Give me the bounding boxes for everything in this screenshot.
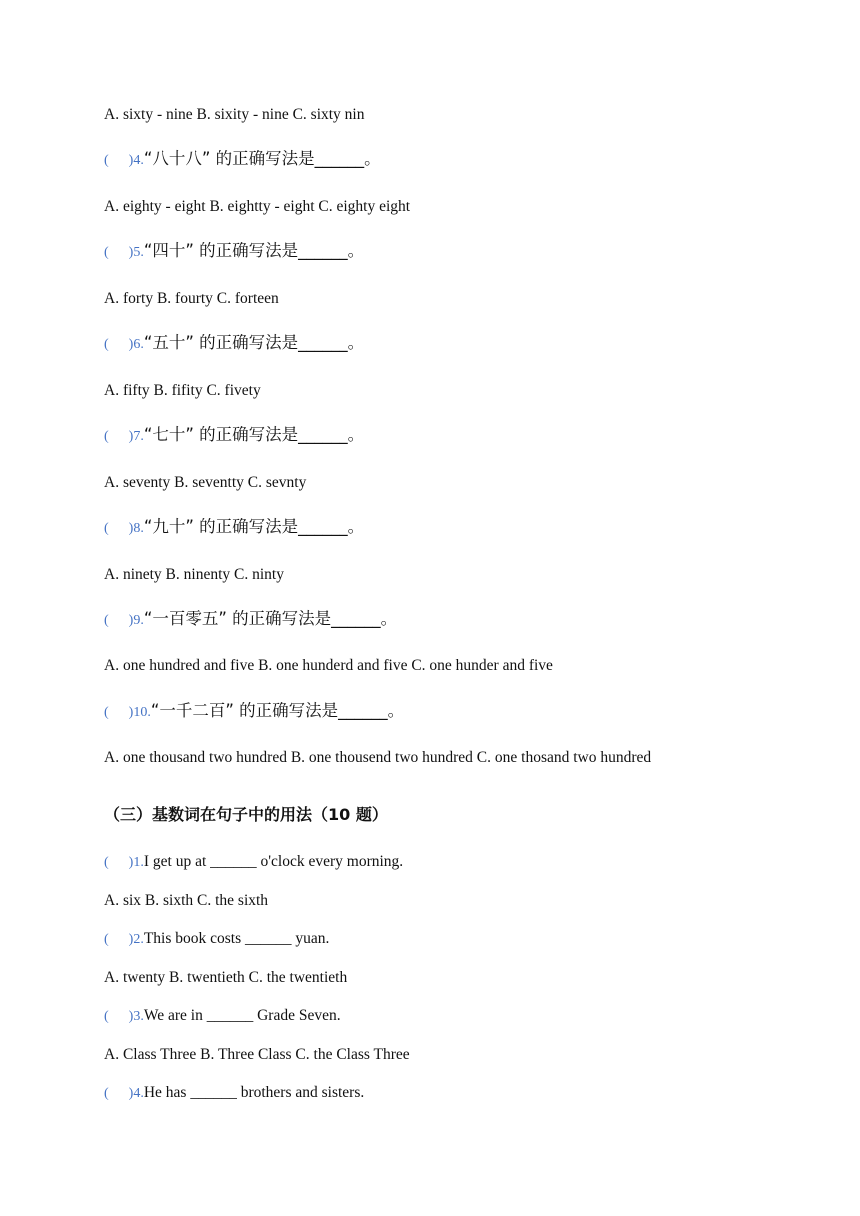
question-text: I get up at ______ o'clock every morning.	[143, 853, 404, 870]
answer-blank-close: )	[128, 429, 134, 444]
answer-blank-open: (	[104, 521, 109, 536]
answer-blank-open: (	[104, 1009, 109, 1024]
answer-blank-open: (	[104, 855, 109, 870]
question-item	[104, 517, 364, 539]
answer-blank-close: )	[128, 337, 134, 352]
question-text: “四十” 的正确写法是______。	[143, 241, 365, 260]
question-item	[104, 241, 364, 263]
question-item	[104, 852, 403, 873]
question-text: “一百零五” 的正确写法是______。	[143, 609, 398, 628]
question-number: 4.	[133, 153, 144, 168]
answer-blank-open: (	[104, 1086, 109, 1101]
question-item	[104, 929, 329, 950]
question-number: 7.	[133, 429, 144, 444]
question-number: 2.	[133, 932, 144, 947]
question-number: 8.	[133, 521, 144, 536]
answer-options: A. six B. sixth C. the sixth	[104, 892, 269, 909]
answer-blank-open: (	[104, 337, 109, 352]
answer-blank-open: (	[104, 429, 109, 444]
question-number: 1.	[133, 855, 144, 870]
question-number: 6.	[133, 337, 144, 352]
answer-options: A. twenty B. twentieth C. the twentieth	[104, 969, 348, 986]
question-number: 9.	[133, 613, 144, 628]
question-item	[104, 1083, 364, 1104]
question-item	[104, 333, 364, 355]
answer-blank-open: (	[104, 613, 109, 628]
answer-blank-close: )	[128, 1009, 134, 1024]
answer-options: A. forty B. fourty C. forteen	[104, 290, 279, 307]
answer-options: A. ninety B. ninenty C. ninty	[104, 566, 284, 583]
question-text: We are in ______ Grade Seven.	[143, 1007, 341, 1024]
answer-blank-close: )	[128, 932, 134, 947]
answer-blank-close: )	[128, 153, 134, 168]
question-text: This book costs ______ yuan.	[143, 930, 330, 947]
question-text: “八十八” 的正确写法是______。	[143, 149, 381, 168]
answer-options: A. one hundred and five B. one hunderd and five C. one hunder and five	[104, 657, 553, 674]
answer-options: A. eighty - eight B. eightty - eight C. eighty eight	[104, 198, 411, 215]
question-item	[104, 609, 397, 631]
question-number: 3.	[133, 1009, 144, 1024]
answer-blank-close: )	[128, 1086, 134, 1101]
answer-options: A. Class Three B. Three Class C. the Class Three	[104, 1046, 410, 1063]
answer-blank-open: (	[104, 705, 109, 720]
question-text: “九十” 的正确写法是______。	[143, 517, 365, 536]
answer-blank-close: )	[128, 245, 134, 260]
answer-blank-close: )	[128, 521, 134, 536]
section-heading: （三）基数词在句子中的用法（10 题）	[104, 805, 388, 824]
question-number: 10.	[133, 705, 151, 720]
question-text: “一千二百” 的正确写法是______。	[150, 701, 405, 720]
question-text: He has ______ brothers and sisters.	[143, 1084, 365, 1101]
question-text: “五十” 的正确写法是______。	[143, 333, 365, 352]
question-item	[104, 425, 364, 447]
question-number: 5.	[133, 245, 144, 260]
answer-blank-open: (	[104, 245, 109, 260]
question-number: 4.	[133, 1086, 144, 1101]
answer-blank-close: )	[128, 613, 134, 628]
answer-blank-close: )	[128, 855, 134, 870]
question-item	[104, 1006, 341, 1027]
question-item	[104, 149, 381, 171]
answer-options: A. one thousand two hundred B. one thousend two hundred C. one thosand two hundred	[104, 749, 652, 766]
answer-blank-open: (	[104, 932, 109, 947]
question-text: “七十” 的正确写法是______。	[143, 425, 365, 444]
answer-blank-open: (	[104, 153, 109, 168]
answer-options: A. seventy B. seventty C. sevnty	[104, 474, 307, 491]
answer-blank-close: )	[128, 705, 134, 720]
question-item	[104, 701, 404, 723]
answer-options: A. sixty - nine B. sixity - nine C. sixty nin	[104, 106, 365, 123]
answer-options: A. fifty B. fifity C. fivety	[104, 382, 261, 399]
